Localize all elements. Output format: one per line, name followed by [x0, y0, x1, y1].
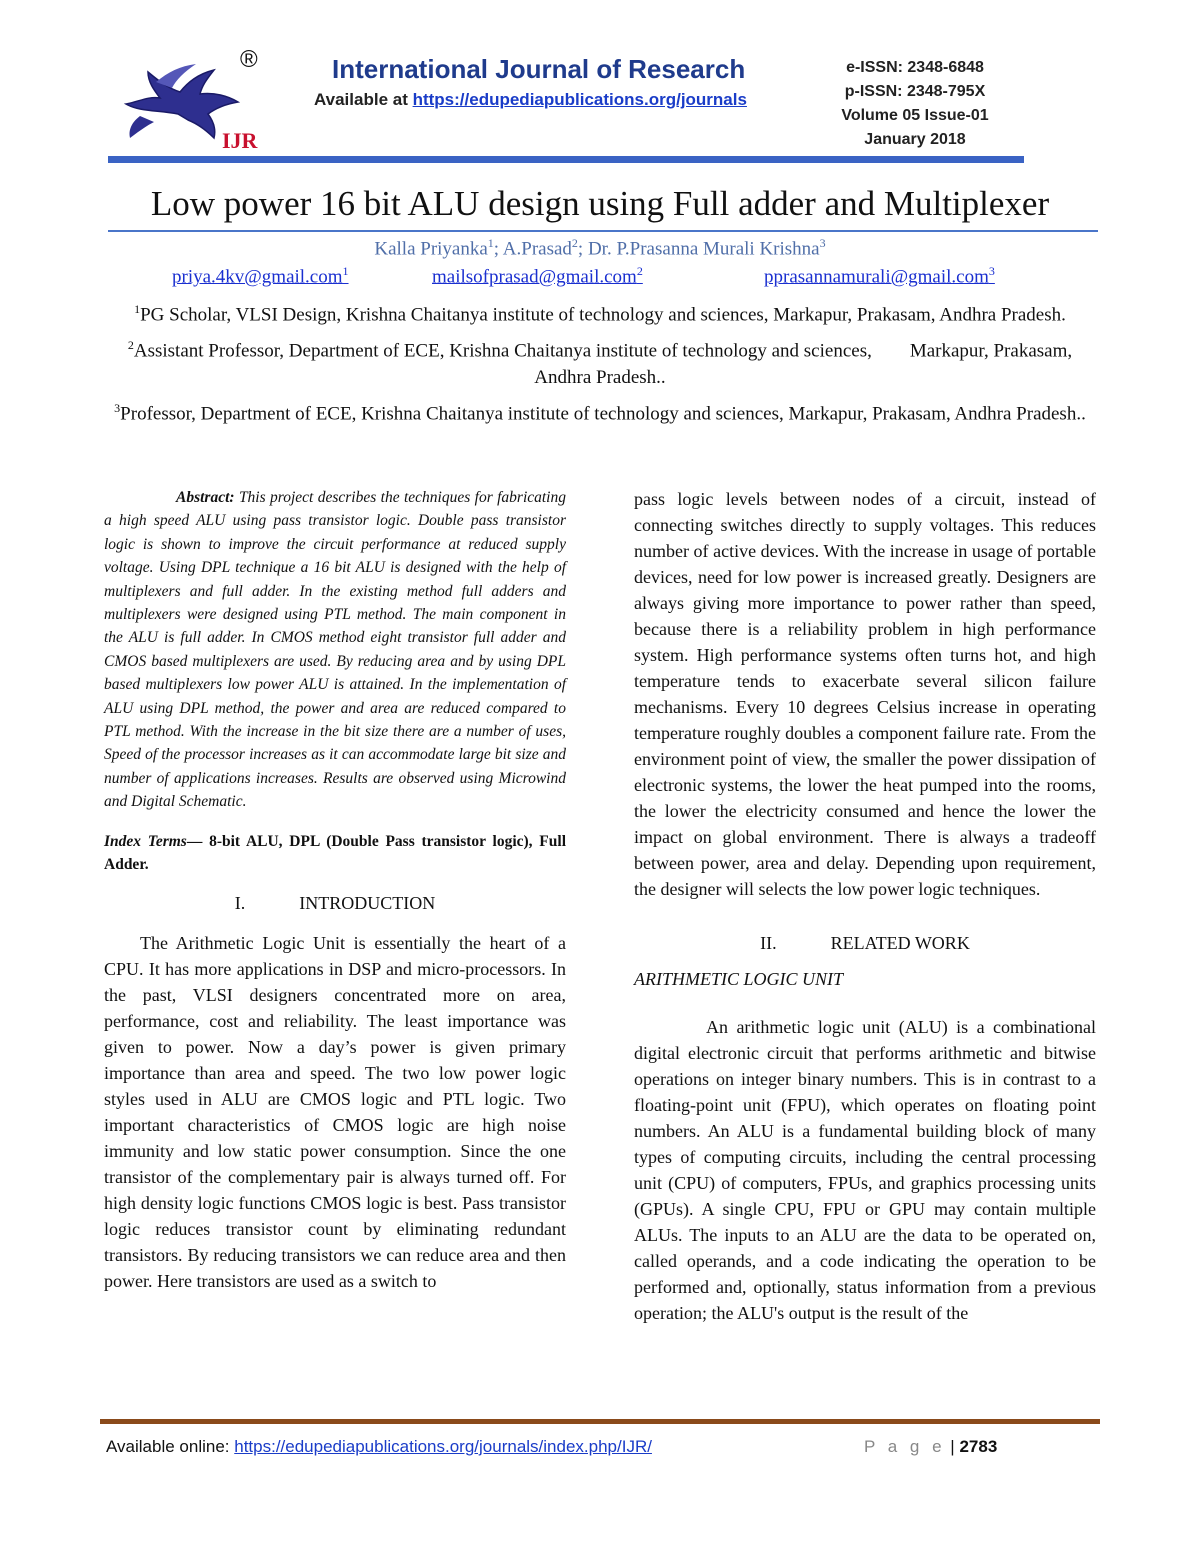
author-name: Dr. P.Prasanna Murali Krishna [587, 238, 820, 260]
author-sup: 3 [819, 236, 826, 250]
e-issn: e-ISSN: 2348-6848 [846, 59, 984, 76]
intro-paragraph: The Arithmetic Logic Unit is essentially the heart of a CPU. It has more applications in DSP and micro-processors. In the past, VLSI designers concentrated more on area, performance, cost and reliability. The least importance was given to power. Now a day’s power is given primary importance than area and speed. The two low power logic styles used in ALU are CMOS logic and PTL logic. Two important characteristics of CMOS logic are high noise immunity and low static power consumption. Since the one transistor of the complementary pair is always turned off. For high density logic functions CMOS logic is best. Pass transistor logic reduces transistor count by eliminating redundant transistors. By reducing transistors we can reduce area and then power. Here transistors are used as a switch to [104, 932, 566, 1291]
index-terms [104, 830, 566, 876]
email-address: mailsofprasad@gmail.com [432, 266, 637, 288]
affiliation [100, 395, 1100, 427]
footer-availability [106, 1437, 652, 1457]
affiliation-text: PG Scholar, VLSI Design, Krishna Chaitanya institute of technology and sciences, Markapur, Prakasam, Andhra Pradesh. [140, 304, 1066, 326]
alu-paragraph: An arithmetic logic unit (ALU) is a combinational digital electronic circuit that performs arithmetic and bitwise operations on integer binary numbers. This is in contrast to a floating-point unit (FPU), which operates on floating point numbers. An ALU is a fundamental building block of many types of computing circuits, including the central processing unit (CPU) of computers, FPUs, and graphics processing units (GPUs). A single CPU, FPU or GPU may contain multiple ALUs. The inputs to an ALU are the data to be operated on, called operands, and a code indicating the operation to be performed and, optionally, status information from a previous operation; the ALU's output is the result of the [634, 1017, 1096, 1323]
page-word: P a g e [864, 1437, 946, 1456]
footer-journal-link[interactable]: https://edupediapublications.org/journals/index.php/IJR/ [234, 1437, 652, 1456]
continued-paragraph: pass logic levels between nodes of a circuit, instead of connecting switches directly to supply voltages. This reduces number of active devices. With the increase in usage of portable devices, need for low power is increased greatly. Designers are always giving more importance to power rather than speed, because there is a reliability problem in high performance system. High performance systems often turns hot, and high temperature tends to exacerbate several silicon failure mechanisms. Every 10 degrees Celsius increase in operating temperature roughly doubles a component failure rate. From the environment point of view, the smaller the power dissipation of electronic systems, the lower the heat pumped into the rooms, the lower the electricity consumed and hence the lower the impact on global environment. There is always a tradeoff between power, area and delay. Depending upon requirement, the designer will selects the low power logic techniques. [634, 489, 1096, 899]
volume-issue: Volume 05 Issue-01 [841, 107, 989, 124]
section-number: I. [234, 892, 246, 913]
email-sup: 3 [988, 264, 995, 278]
abstract [104, 486, 566, 814]
author-separator: ; [577, 238, 588, 260]
subsection-heading: ARITHMETIC LOGIC UNIT [634, 969, 844, 989]
p-issn: p-ISSN: 2348-795X [844, 83, 986, 100]
section-title: INTRODUCTION [299, 892, 436, 913]
email-sup: 1 [342, 264, 349, 278]
affiliation-sup: 2 [127, 338, 134, 353]
author-name: A.Prasad [502, 238, 572, 260]
email-link-2[interactable] [432, 264, 643, 288]
issue-date: January 2018 [864, 131, 966, 148]
page-number-value: 2783 [959, 1437, 998, 1456]
affiliation-sup: 1 [134, 302, 141, 316]
affiliation [100, 296, 1100, 328]
header-divider [108, 156, 1024, 163]
email-address: priya.4kv@gmail.com [172, 266, 343, 288]
affiliation [100, 332, 1100, 390]
section-heading-related-work [634, 930, 1096, 956]
affiliation-text: Assistant Professor, Department of ECE, Krishna Chaitanya institute of technology and sciences, Markapur, Prakasam, Andhra Pradesh.. [133, 340, 1076, 388]
issn-block [790, 56, 1040, 152]
section-title: RELATED WORK [830, 933, 970, 953]
paper-title: Low power 16 bit ALU design using Full adder and Multiplexer [150, 184, 1050, 223]
affiliation-sup: 3 [114, 400, 121, 415]
title-divider [108, 230, 1098, 232]
left-column [104, 486, 566, 1294]
abstract-text: This project describes the techniques for fabricating a high speed ALU using pass transistor logic. Double pass transistor logic is shown to improve the circuit performance at reduced supply voltage. Using DPL technique a 16 bit ALU is designed with the help of multiplexers and full adder. In the existing method full adders and multiplexers were designed using PTL method. The main component in the ALU is full adder. In CMOS method eight transistor full adder and CMOS based multiplexers are used. By reducing area and by using DPL based multiplexers low power ALU is attained. In the implementation of ALU using DPL method, the power and area are reduced compared to PTL method. With the increase in the bit size there are a number of uses, Speed of the processor increases as it can accommodate large bit size and number of applications increases. Results are observed using Microwind and Digital Schematic. [104, 489, 566, 811]
author-name: Kalla Priyanka [374, 238, 488, 260]
page-separator: | [945, 1437, 960, 1456]
email-link-1[interactable] [172, 264, 349, 288]
available-prefix: Available at [314, 90, 413, 109]
author-sup: 2 [571, 236, 578, 250]
footer-divider [100, 1419, 1100, 1424]
index-terms-text: — 8-bit ALU, DPL (Double Pass transistor logic), Full Adder. [104, 832, 567, 873]
journals-link[interactable]: https://edupediapublications.org/journals [412, 90, 747, 109]
section-heading-introduction [104, 890, 566, 916]
journal-logo [118, 46, 278, 152]
footer-online-label: Available online: [106, 1437, 235, 1456]
email-link-3[interactable] [764, 264, 995, 288]
page-number [864, 1437, 997, 1457]
index-terms-label: Index Terms [104, 832, 187, 850]
author-sup: 1 [487, 236, 494, 250]
section-number: II. [760, 933, 777, 953]
affiliations [100, 296, 1100, 431]
author-list [100, 236, 1100, 260]
email-sup: 2 [636, 264, 643, 278]
email-address: pprasannamurali@gmail.com [764, 266, 989, 288]
affiliation-text: Professor, Department of ECE, Krishna Chaitanya institute of technology and sciences, Markapur, Prakasam, Andhra Pradesh.. [120, 402, 1086, 424]
author-separator: ; [493, 238, 503, 260]
abstract-label: Abstract: [176, 489, 235, 506]
journal-availability [314, 90, 747, 110]
svg-text:IJR: IJR [222, 128, 258, 152]
journal-title: International Journal of Research [332, 54, 746, 84]
registered-mark: ® [240, 46, 258, 73]
right-column [634, 486, 1096, 1326]
